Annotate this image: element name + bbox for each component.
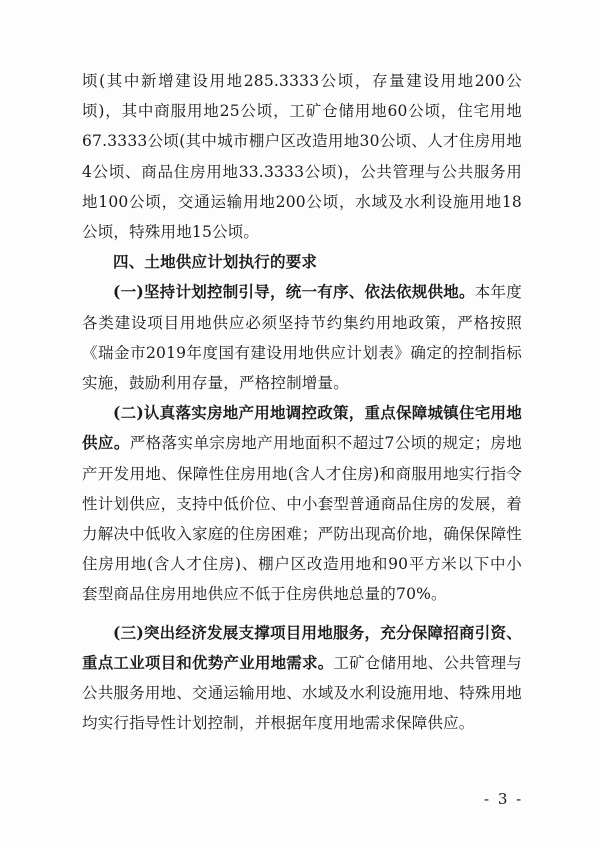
- item-2-paragraph: [82, 398, 522, 609]
- paragraph-continuation: 顷(其中新增建设用地285.3333公顷，存量建设用地200公顷)，其中商服用地25公顷，工矿仓储用地60公顷，住宅用地67.3333公顷(其中城市棚户区改造用地30公顷、人才住房用地4公顷、商品住房用地33.3333公顷)，公共管理与公共服务用地100公顷，交通运输用地200公顷，水域及水利设施用地18公顷，特殊用地15公顷。: [82, 72, 522, 242]
- item-2-lead: (二)认真落实房地产用地调控政策，重点保障城镇住宅用地供应。: [82, 403, 522, 453]
- section-heading: 四、土地供应计划执行的要求: [113, 253, 318, 272]
- item-2-body: 严格落实单宗房地产用地面积不超过7公顷的规定；房地产开发用地、保障性住房用地(含人才住房)和商服用地实行指令性计划供应，支持中低价位、中小套型普通商品住房的发展，着力解决中低收入家庭的住房困难；严防出现高价地，确保保障性住房用地(含人才住房)、棚户区改造用地和90平方米以下中小套型商品住房用地供应不低于住房供地总量的70%。: [82, 434, 522, 604]
- document-body: [82, 66, 522, 738]
- page-number: - 3 -: [484, 790, 524, 808]
- item-1-lead: (一)坚持计划控制引导，统一有序、依法依规供地。: [113, 282, 475, 302]
- item-3-paragraph: [82, 618, 522, 739]
- item-1-paragraph: [82, 277, 522, 398]
- item-3-body: 工矿仓储用地、公共管理与公共服务用地、交通运输用地、水域及水利设施用地、特殊用地均实行指导性计划控制，并根据年度用地需求保障供应。: [82, 653, 522, 733]
- item-1-body: 本年度各类建设项目用地供应必须坚持节约集约用地政策，严格按照《瑞金市2019年度国有建设用地供应计划表》确定的控制指标实施，鼓励利用存量，严格控制增量。: [82, 283, 522, 393]
- paragraph-gap: [82, 610, 522, 618]
- item-3-lead: (三)突出经济发展支撑项目用地服务，充分保障招商引资、重点工业项目和优势产业用地需求。: [82, 622, 522, 672]
